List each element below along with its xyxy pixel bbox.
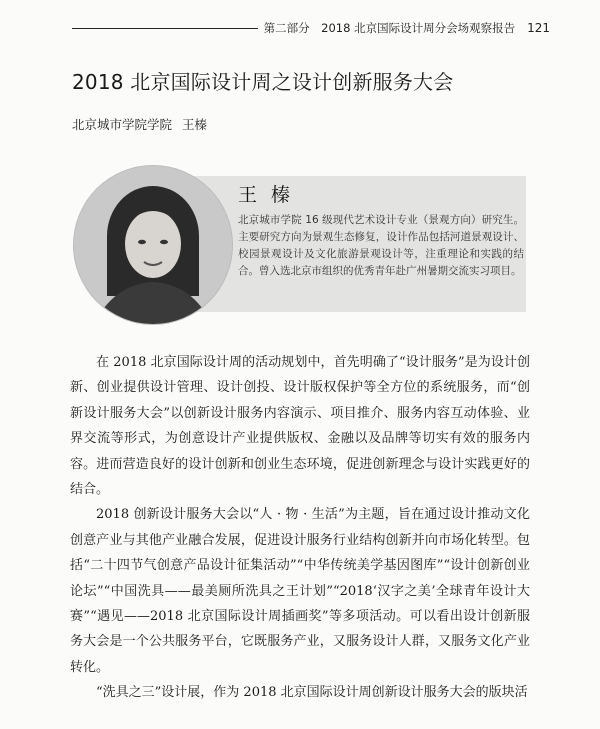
bio-text: 北京城市学院 16 级现代艺术设计专业（景观方向）研究生。主要研究方向为景观生态修复，设计作品包括河道景观设计、校园景观设计及文化旅游景观设计等，注重理论和实践的结合。曾入选北京市组织的优秀青年赴广州暑期交流实习项目。 <box>238 214 524 277</box>
portrait-image <box>74 166 232 324</box>
article-title: 2018 北京国际设计周之设计创新服务大会 <box>72 70 454 94</box>
running-header <box>72 18 550 38</box>
body-paragraph: 2018 创新设计服务大会以“人 · 物 · 生活”为主题，旨在通过设计推动文化创意产业与其他产业融合发展，促进设计服务行业结构创新并向市场化转型。包括“二十四节气创意产品设计征集活动”“中华传统美学基因图库”“设计创新创业论坛”“中国洗具——最美厕所洗具之王计划”“2018‘汉字之美’全球青年设计大赛”“遇见——2018 北京国际设计周插画奖”等多项活动。可以看出设计创新服务大会是一个公共服务平台，它既服务产业，又服务设计人群，又服务文化产业转化。 <box>70 507 530 675</box>
body-paragraph: “洗具之三”设计展，作为 2018 北京国际设计周创新设计服务大会的版块活 <box>96 685 528 701</box>
header-rule <box>72 28 258 29</box>
author-portrait <box>74 166 232 324</box>
body-paragraph: 在 2018 北京国际设计周的活动规划中，首先明确了“设计服务”是为设计创新、创业提供设计管理、设计创投、设计版权保护等全方位的系统服务，而“创新设计服务大会”以创新设计服务内容演示、项目推介、服务内容互动体验、业界交流等形式，为创意设计产业提供版权、金融以及品牌等切实有效的服务内容。进而营造良好的设计创新和创业生态环境，促进创新理念与设计实践更好的结合。 <box>70 355 530 498</box>
page-number: 121 <box>527 21 550 35</box>
author-line <box>72 115 207 133</box>
bio-name: 王榛 <box>238 184 305 206</box>
article-body <box>70 350 530 706</box>
running-title: 第二部分 2018 北京国际设计周分会场观察报告 <box>263 21 516 35</box>
author-name: 王榛 <box>182 117 208 132</box>
author-affiliation: 北京城市学院学院 <box>72 117 173 132</box>
